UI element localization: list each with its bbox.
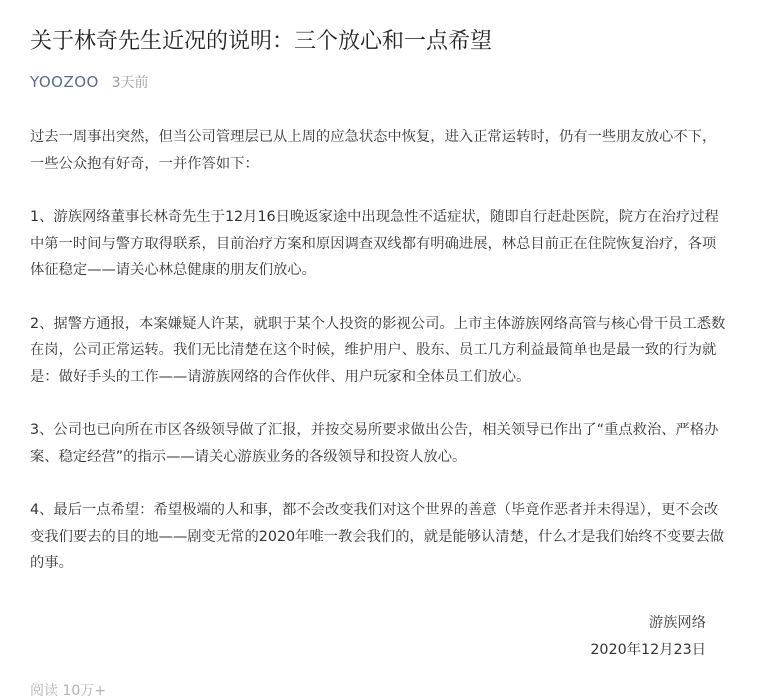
- paragraph-point-2: 2、据警方通报，本案嫌疑人许某，就职于某个人投资的影视公司。上市主体游族网络高管与核心骨干员工悉数在岗，公司正常运转。我们无比清楚在这个时候，维护用户、股东、员工几方利益最简单也是最一致的行为就是：做好手头的工作——请游族网络的合作伙伴、用户玩家和全体员工们放心。: [30, 315, 726, 385]
- read-count: 阅读 10万+: [30, 683, 106, 699]
- paragraph-point-1: 1、游族网络董事长林奇先生于12月16日晚返家途中出现急性不适症状，随即自行赶赴医院，院方在治疗过程中第一时间与警方取得联系，目前治疗方案和原因调查双线都有明确进展，林总目前正在住院恢复治疗，各项体征稳定——请关心林总健康的朋友们放心。: [30, 209, 719, 278]
- article-title: 关于林奇先生近况的说明：三个放心和一点希望: [30, 29, 493, 54]
- article-meta: [30, 70, 149, 94]
- article-body: [30, 124, 730, 604]
- paragraph-point-3: 3、公司也已向所在市区各级领导做了汇报，并按交易所要求做出公告，相关领导已作出了“重点救治、严格办案、稳定经营”的指示——请关心游族业务的各级领导和投资人放心。: [30, 422, 719, 465]
- signature-date: 2020年12月23日: [590, 642, 706, 658]
- paragraph-point-4: 4、最后一点希望：希望极端的人和事，都不会改变我们对这个世界的善意（毕竟作恶者并未得逞），更不会改变我们要去的目的地——剧变无常的2020年唯一教会我们的，就是能够认清楚，什么才是我们始终不变要去做的事。: [30, 502, 725, 571]
- account-name-link[interactable]: YOOZOO: [30, 73, 99, 91]
- publish-time: 3天前: [111, 75, 149, 91]
- signature-block: [590, 610, 706, 664]
- paragraph-intro: 过去一周事出突然，但当公司管理层已从上周的应急状态中恢复，进入正常运转时，仍有一些朋友放心不下，一些公众抱有好奇，一并作答如下：: [30, 129, 717, 172]
- signature-org: 游族网络: [648, 615, 706, 631]
